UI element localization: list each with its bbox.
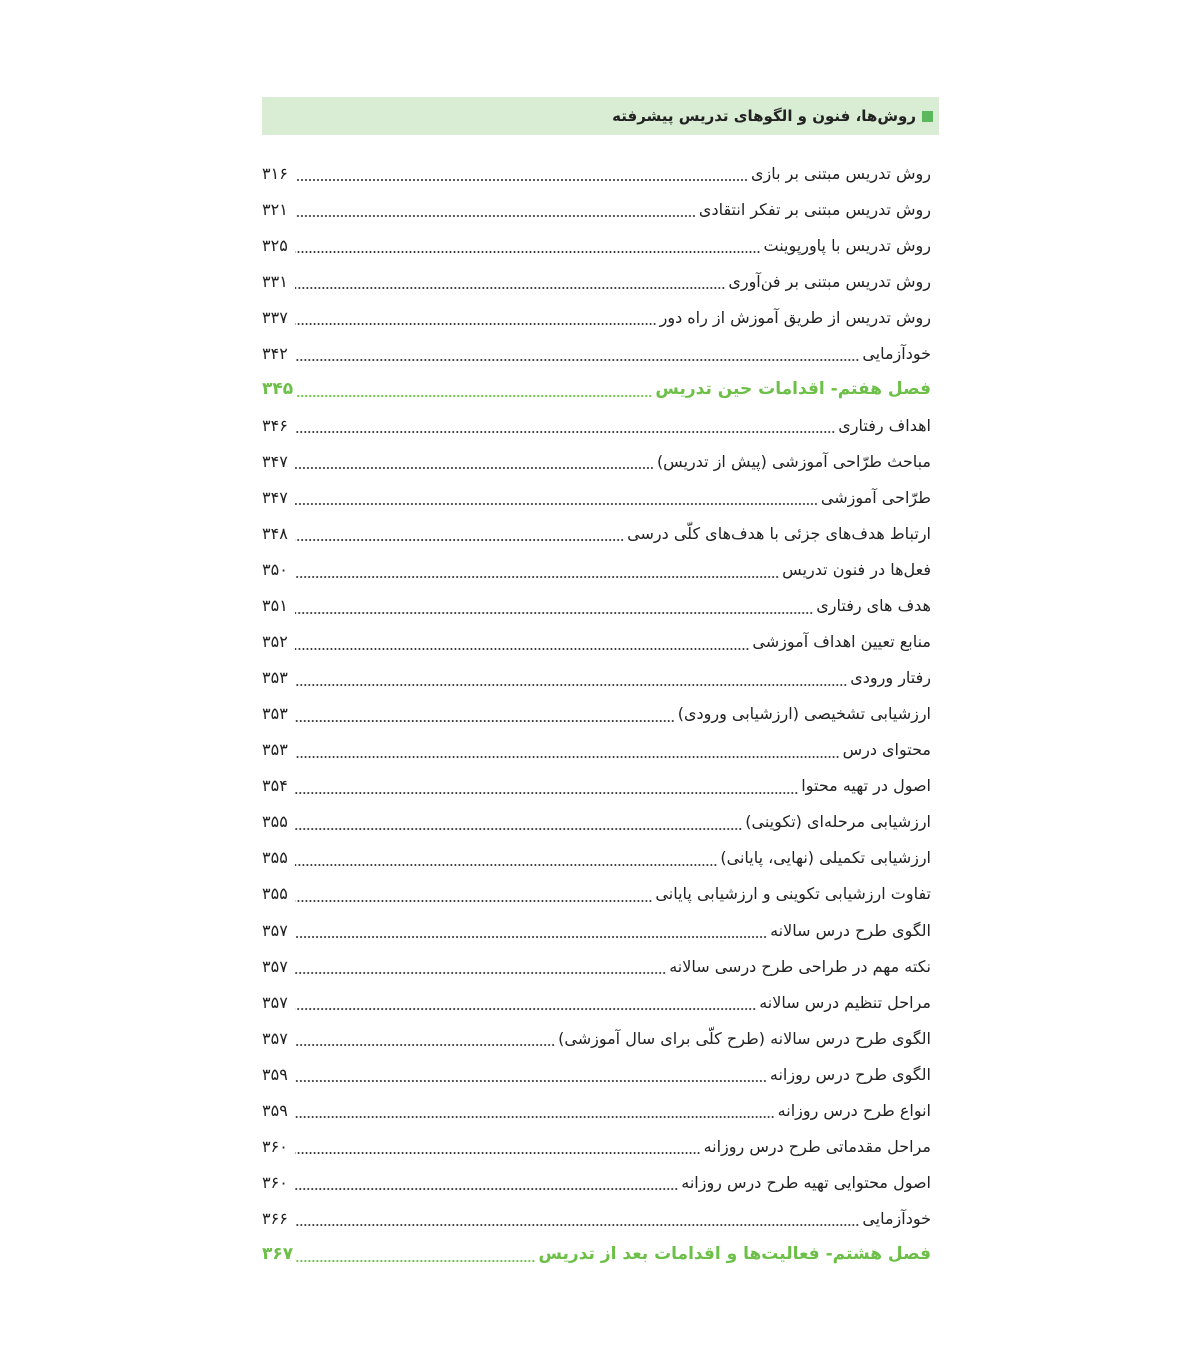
dot-leader bbox=[295, 1008, 756, 1010]
toc-entry bbox=[262, 443, 931, 479]
toc-page-number: ۳۵۵ bbox=[262, 812, 288, 832]
toc-entry bbox=[262, 299, 931, 335]
toc-page-number: ۳۵۹ bbox=[262, 1100, 288, 1120]
toc-page-number: ۳۵۳ bbox=[262, 668, 288, 688]
toc-entry bbox=[262, 1056, 931, 1092]
toc-entry bbox=[262, 984, 931, 1020]
toc-page-number: ۳۵۵ bbox=[262, 884, 288, 904]
toc-entry bbox=[262, 191, 931, 227]
toc-page-number: ۳۵۳ bbox=[262, 740, 288, 760]
toc-chapter-heading bbox=[262, 371, 931, 407]
toc-entry-title: اهداف رفتاری bbox=[838, 415, 931, 435]
dot-leader bbox=[295, 900, 652, 902]
toc-page-number: ۳۵۰ bbox=[262, 560, 288, 580]
toc-entry-title: ارزشیابی تشخیصی (ارزشیابی ورودی) bbox=[677, 704, 931, 724]
toc-entry-title: الگوی طرح درس روزانه bbox=[769, 1064, 931, 1084]
dot-leader bbox=[295, 1116, 775, 1118]
toc-page-number: ۳۴۶ bbox=[262, 415, 288, 435]
toc-page-number: ۳۲۵ bbox=[262, 235, 288, 255]
toc-page-number: ۳۶۰ bbox=[262, 1172, 288, 1192]
book-title: روش‌ها، فنون و الگوهای تدریس پیشرفته bbox=[612, 107, 916, 125]
toc-page-number: ۳۲۱ bbox=[262, 199, 288, 219]
toc-page-number: ۳۵۷ bbox=[262, 956, 288, 976]
page-header bbox=[262, 97, 939, 135]
toc-entry-title: فصل هفتم- اقدامات حین تدریس bbox=[655, 379, 931, 400]
toc-page-number: ۳۴۷ bbox=[262, 487, 288, 507]
toc-entry-title: الگوی طرح درس سالانه bbox=[770, 920, 931, 940]
toc-entry-title: محتوای درس bbox=[842, 740, 931, 760]
dot-leader bbox=[295, 539, 624, 541]
toc-chapter-heading bbox=[262, 1236, 931, 1272]
toc-entry bbox=[262, 768, 931, 804]
toc-entry-title: روش تدریس با پاورپوینت bbox=[763, 235, 931, 255]
dot-leader bbox=[295, 359, 859, 361]
dot-leader bbox=[295, 576, 779, 578]
toc-entry bbox=[262, 1164, 931, 1200]
toc-entry-title: روش تدریس مبتنی بر تفکر انتقادی bbox=[698, 199, 931, 219]
toc-entry-title: الگوی طرح درس سالانه (طرح کلّی برای سال آموزشی) bbox=[558, 1028, 931, 1048]
toc-entry-title: رفتار ورودی bbox=[850, 668, 931, 688]
dot-leader bbox=[295, 323, 657, 325]
dot-leader bbox=[295, 251, 761, 253]
toc-page-number: ۳۵۲ bbox=[262, 632, 288, 652]
toc-entry-title: نکته مهم در طراحی طرح درسی سالانه bbox=[669, 956, 931, 976]
toc-entry bbox=[262, 227, 931, 263]
toc-page-number: ۳۵۹ bbox=[262, 1064, 288, 1084]
dot-leader bbox=[295, 1152, 701, 1154]
dot-leader bbox=[295, 828, 742, 830]
dot-leader bbox=[295, 684, 847, 686]
dot-leader bbox=[295, 503, 818, 505]
toc-entry bbox=[262, 660, 931, 696]
toc-entry bbox=[262, 1092, 931, 1128]
dot-leader bbox=[295, 756, 840, 758]
toc-entry-title: مراحل مقدماتی طرح درس روزانه bbox=[703, 1136, 931, 1156]
dot-leader bbox=[295, 864, 717, 866]
toc-entry bbox=[262, 552, 931, 588]
dot-leader bbox=[295, 1188, 678, 1190]
toc-page-number: ۳۴۵ bbox=[262, 379, 294, 400]
toc-page-number: ۳۶۷ bbox=[262, 1244, 294, 1265]
toc-page-number: ۳۵۱ bbox=[262, 596, 288, 616]
dot-leader bbox=[295, 467, 654, 469]
toc-entry bbox=[262, 155, 931, 191]
toc-entry bbox=[262, 732, 931, 768]
toc-entry-title: روش تدریس مبتنی بر فن‌آوری bbox=[728, 271, 931, 291]
dot-leader bbox=[296, 395, 652, 397]
toc-entry-title: اصول در تهیه محتوا bbox=[801, 776, 931, 796]
dot-leader bbox=[295, 431, 835, 433]
toc-page-number: ۳۴۲ bbox=[262, 343, 288, 363]
dot-leader bbox=[295, 792, 798, 794]
toc-entry bbox=[262, 804, 931, 840]
toc-page-number: ۳۵۵ bbox=[262, 848, 288, 868]
toc-entry bbox=[262, 948, 931, 984]
toc-entry-title: روش تدریس مبتنی بر بازی bbox=[750, 163, 931, 183]
toc-page-number: ۳۳۱ bbox=[262, 271, 288, 291]
toc-page-number: ۳۳۷ bbox=[262, 307, 288, 327]
toc-entry bbox=[262, 840, 931, 876]
toc-entry bbox=[262, 1128, 931, 1164]
toc-page-number: ۳۶۶ bbox=[262, 1208, 288, 1228]
toc-page-number: ۳۵۳ bbox=[262, 704, 288, 724]
toc-page-number: ۳۵۷ bbox=[262, 920, 288, 940]
toc-entry bbox=[262, 912, 931, 948]
toc-entry bbox=[262, 1020, 931, 1056]
toc-page-number: ۳۵۷ bbox=[262, 992, 288, 1012]
table-of-contents bbox=[262, 155, 931, 1272]
toc-entry-title: طرّاحی آموزشی bbox=[820, 487, 931, 507]
dot-leader bbox=[295, 1080, 767, 1082]
toc-page-number: ۳۴۸ bbox=[262, 523, 288, 543]
toc-entry bbox=[262, 479, 931, 515]
dot-leader bbox=[295, 179, 748, 181]
toc-page-number: ۳۱۶ bbox=[262, 163, 288, 183]
dot-leader bbox=[296, 1260, 535, 1262]
dot-leader bbox=[295, 936, 767, 938]
toc-entry bbox=[262, 696, 931, 732]
toc-entry-title: منابع تعیین اهداف آموزشی bbox=[752, 632, 931, 652]
square-bullet-icon bbox=[922, 111, 933, 122]
toc-entry-title: ارتباط هدف‌های جزئی با هدف‌های کلّی درسی bbox=[627, 523, 931, 543]
toc-page-number: ۳۵۴ bbox=[262, 776, 288, 796]
dot-leader bbox=[295, 612, 813, 614]
dot-leader bbox=[295, 215, 696, 217]
toc-entry-title: فعل‌ها در فنون تدریس bbox=[782, 560, 931, 580]
dot-leader bbox=[295, 648, 749, 650]
toc-entry-title: اصول محتوایی تهیه طرح درس روزانه bbox=[681, 1172, 931, 1192]
toc-entry-title: روش تدریس از طریق آموزش از راه دور bbox=[659, 307, 931, 327]
toc-entry-title: ارزشیابی تکمیلی (نهایی، پایانی) bbox=[720, 848, 931, 868]
toc-page-number: ۳۶۰ bbox=[262, 1136, 288, 1156]
toc-entry bbox=[262, 1200, 931, 1236]
dot-leader bbox=[295, 287, 725, 289]
toc-entry bbox=[262, 588, 931, 624]
toc-entry-title: انواع طرح درس روزانه bbox=[777, 1100, 931, 1120]
toc-entry-title: هدف های رفتاری bbox=[816, 596, 931, 616]
dot-leader bbox=[295, 1044, 555, 1046]
toc-entry bbox=[262, 263, 931, 299]
toc-entry-title: مباحث طرّاحی آموزشی (پیش از تدریس) bbox=[656, 451, 931, 471]
toc-entry-title: فصل هشتم- فعالیت‌ها و اقدامات بعد از تدریس bbox=[538, 1244, 931, 1265]
toc-entry bbox=[262, 515, 931, 551]
dot-leader bbox=[295, 972, 666, 974]
toc-entry-title: تفاوت ارزشیابی تکوینی و ارزشیابی پایانی bbox=[655, 884, 931, 904]
toc-entry bbox=[262, 407, 931, 443]
toc-page-number: ۳۵۷ bbox=[262, 1028, 288, 1048]
toc-entry bbox=[262, 876, 931, 912]
toc-entry-title: خودآزمایی bbox=[862, 1208, 931, 1228]
dot-leader bbox=[295, 720, 675, 722]
toc-entry bbox=[262, 335, 931, 371]
dot-leader bbox=[295, 1224, 859, 1226]
toc-entry-title: مراحل تنظیم درس سالانه bbox=[759, 992, 931, 1012]
toc-page-number: ۳۴۷ bbox=[262, 451, 288, 471]
toc-entry-title: خودآزمایی bbox=[862, 343, 931, 363]
toc-entry bbox=[262, 624, 931, 660]
toc-entry-title: ارزشیابی مرحله‌ای (تکوینی) bbox=[745, 812, 931, 832]
